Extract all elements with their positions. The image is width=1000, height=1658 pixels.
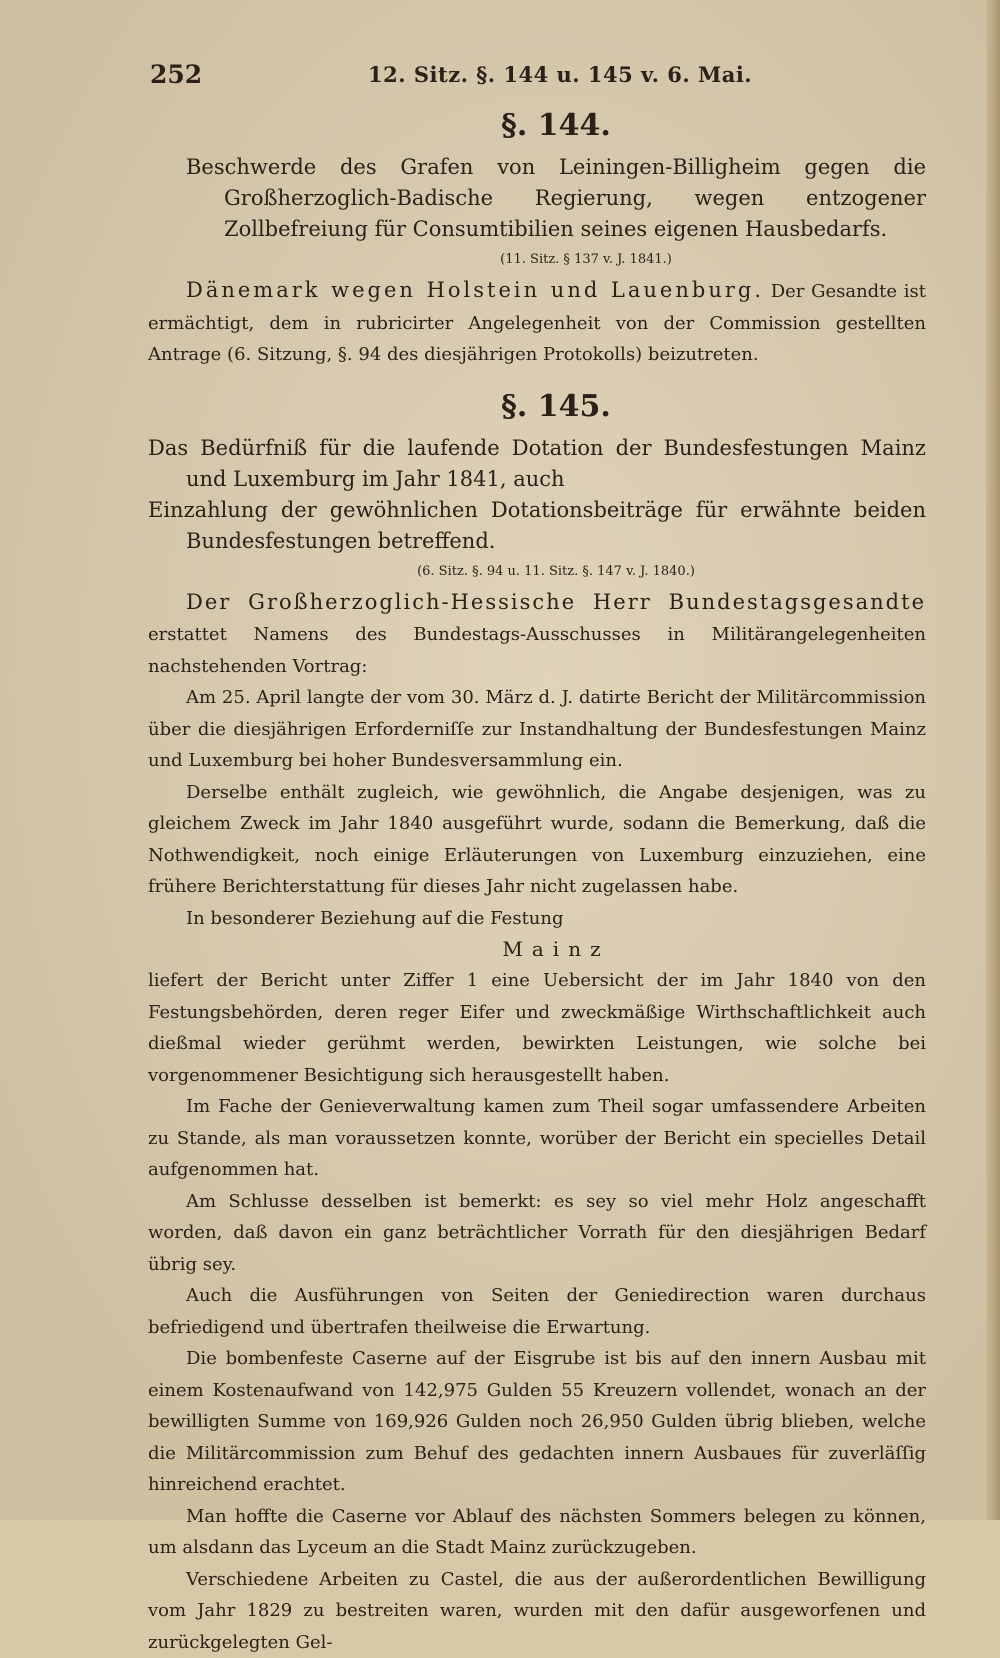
- body-rest: Der Gesandte ist ermächtigt, dem in rubricirter Angelegenheit von der Commission gestellten Antrage (6. Sitzung, §. 94 des diesjährigen Protokolls) beizutreten.: [148, 281, 926, 365]
- paragraph: In besonderer Beziehung auf die Festung: [148, 903, 926, 935]
- running-head: 12. Sitz. §. 144 u. 145 v. 6. Mai.: [368, 62, 752, 87]
- section-reference: (11. Sitz. § 137 v. J. 1841.): [186, 245, 926, 275]
- paragraph: Auch die Ausführungen von Seiten der Geniedirection waren durchaus befriedigend und übertrafen theilweise die Erwartung.: [148, 1280, 926, 1343]
- speaker-line: [148, 587, 926, 683]
- paragraph: Verschiedene Arbeiten zu Castel, die aus der außerordentlichen Bewilligung vom Jahr 1829 zu bestreiten waren, wurden mit den dafür ausgeworfenen und zurückgelegten Gel-: [148, 1564, 926, 1658]
- section-subject-part-2: Einzahlung der gewöhnlichen Dotationsbeiträge für erwähnte beiden Bundesfestungen betreffend.: [148, 495, 926, 557]
- section-145: [186, 381, 926, 1658]
- paragraph: liefert der Bericht unter Ziffer 1 eine Uebersicht der im Jahr 1840 von den Festungsbehörden, deren reger Eifer und zweckmäßige Wirthschaftlichkeit auch dießmal wieder gerühmt werden, bewirkten Leistungen, wie solche bei vorgenommener Besichtigung sich herausgestellt haben.: [148, 965, 926, 1091]
- paragraph: Am 25. April langte der vom 30. März d. J. datirte Bericht der Militärcommission über die diesjährigen Erforderniſſe zur Instandhaltung der Bundesfestungen Mainz und Luxemburg bei hoher Bundesversammlung ein.: [148, 682, 926, 777]
- page-body: [186, 100, 926, 1658]
- body-lead: Dänemark wegen Holstein und Lauenburg.: [186, 278, 764, 302]
- speaker-rest: erstattet Namens des Bundestags-Ausschusses in Militärangelegenheiten nachstehenden Vortrag:: [148, 624, 926, 677]
- paragraph: Im Fache der Genieverwaltung kamen zum Theil sogar umfassendere Arbeiten zu Stande, als man voraussetzen konnte, worüber der Bericht ein specielles Detail aufgenommen hat.: [148, 1091, 926, 1186]
- page-gutter-edge: [986, 0, 1000, 1520]
- paragraph: Derselbe enthält zugleich, wie gewöhnlich, die Angabe desjenigen, was zu gleichem Zweck im Jahr 1840 ausgeführt wurde, sodann die Bemerkung, daß die Nothwendigkeit, noch einige Erläuterungen von Luxemburg einzuziehen, eine frühere Berichterstattung für dieses Jahr nicht zugelassen habe.: [148, 777, 926, 903]
- section-heading: §. 145.: [186, 381, 926, 433]
- section-body: [148, 275, 926, 371]
- paragraph: Die bombenfeste Caserne auf der Eisgrube ist bis auf den innern Ausbau mit einem Kostenaufwand von 142,975 Gulden 55 Kreuzern vollendet, wonach an der bewilligten Summe von 169,926 Gulden noch 26,950 Gulden übrig blieben, welche die Militärcommission zum Behuf des gedachten innern Ausbaues für zuverläſſig hinreichend erachtet.: [148, 1343, 926, 1501]
- section-144: [186, 100, 926, 371]
- speaker-lead: Der Großherzoglich-Hessische Herr Bundestagsgesandte: [186, 590, 926, 614]
- section-reference: (6. Sitz. §. 94 u. 11. Sitz. §. 147 v. J. 1840.): [186, 557, 926, 587]
- page-number: 252: [150, 60, 202, 89]
- section-subject-part-1: Das Bedürfniß für die laufende Dotation der Bundesfestungen Mainz und Luxemburg im Jahr 1841, auch: [148, 433, 926, 495]
- paragraph: Am Schlusse desselben ist bemerkt: es sey so viel mehr Holz angeschafft worden, daß davon ein ganz beträchtlicher Vorrath für den diesjährigen Bedarf übrig sey.: [148, 1186, 926, 1281]
- paragraph: Man hoffte die Caserne vor Ablauf des nächsten Sommers belegen zu können, um alsdann das Lyceum an die Stadt Mainz zurückzugeben.: [148, 1501, 926, 1564]
- subheading-mainz: Mainz: [186, 934, 926, 965]
- section-subject: Beschwerde des Grafen von Leiningen-Billigheim gegen die Großherzoglich-Badische Regierung, wegen entzogener Zollbefreiung für Consumtibilien seines eigenen Hausbedarfs.: [186, 152, 926, 245]
- page-header: [150, 60, 910, 96]
- section-heading: §. 144.: [186, 100, 926, 152]
